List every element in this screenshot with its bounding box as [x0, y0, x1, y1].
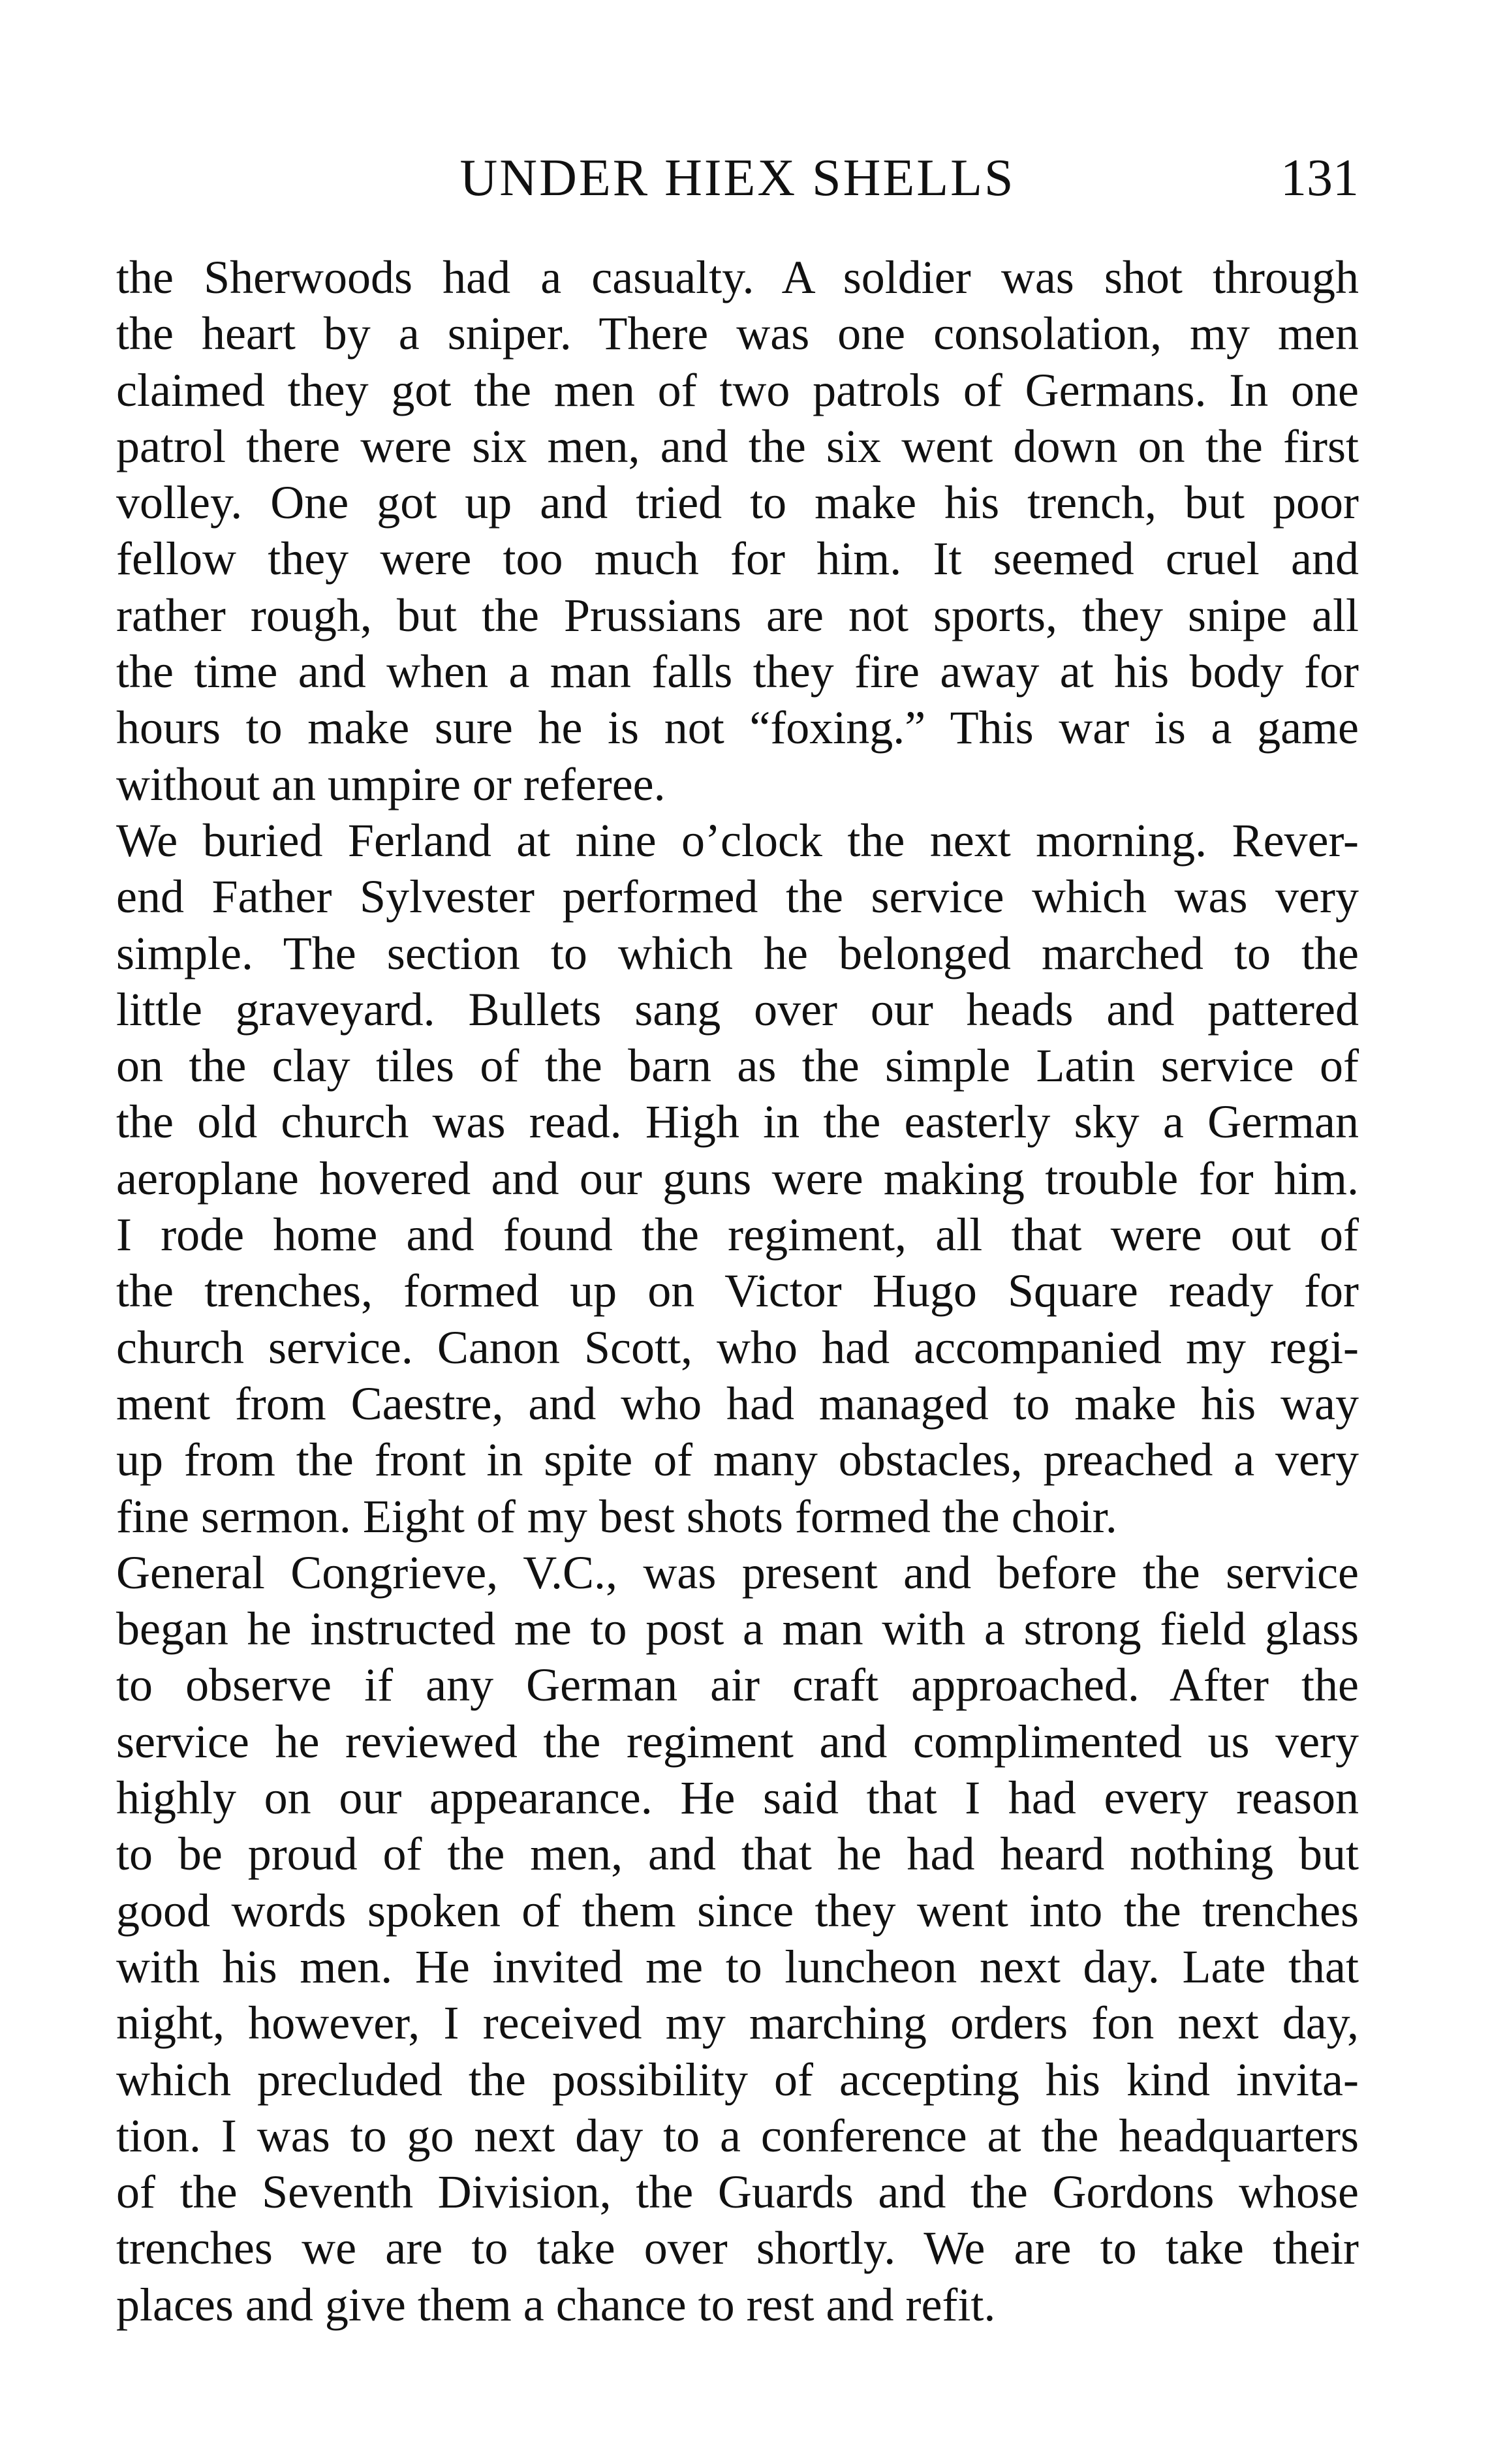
text-line: service he reviewed the regiment and complimented us very — [116, 1715, 1359, 1768]
text-line: simple. The section to which he belonged marched to the — [116, 927, 1359, 979]
text-line: claimed they got the men of two patrols of Germans. In one — [116, 363, 1359, 416]
text-line: tion. I was to go next day to a conference at the headquarters — [116, 2109, 1359, 2162]
text-line: which precluded the possibility of accepting his kind invita- — [116, 2053, 1359, 2106]
text-line: fellow they were too much for him. It seemed cruel and — [116, 532, 1359, 585]
text-line: We buried Ferland at nine o’clock the next morning. Rever- — [116, 814, 1359, 867]
text-line: began he instructed me to post a man with a strong field glass — [116, 1603, 1359, 1656]
paragraph-3 — [116, 1207, 1359, 1545]
text-line: to be proud of the men, and that he had heard nothing but — [116, 1828, 1359, 1881]
text-line: without an umpire or referee. — [116, 758, 666, 810]
text-line: of the Seventh Division, the Guards and the Gordons whose — [116, 2166, 1359, 2219]
text-line: ment from Caestre, and who had managed to make his way — [116, 1377, 1359, 1430]
text-line: good words spoken of them since they went into the trenches — [116, 1884, 1359, 1937]
text-line: night, however, I received my marching orders fon next day, — [116, 1997, 1359, 2050]
text-line: on the clay tiles of the barn as the simple Latin service of — [116, 1040, 1359, 1092]
text-line: to observe if any German air craft approached. After the — [116, 1659, 1359, 1712]
running-header — [116, 142, 1359, 214]
text-line: with his men. He invited me to luncheon next day. Late that — [116, 1940, 1359, 1993]
body-text — [116, 249, 1359, 2333]
text-line: places and give them a chance to rest and refit. — [116, 2278, 996, 2331]
text-line: trenches we are to take over shortly. We are to take their — [116, 2222, 1359, 2275]
text-line: aeroplane hovered and our guns were making trouble for him. — [116, 1152, 1359, 1205]
text-line: fine sermon. Eight of my best shots formed the choir. — [116, 1490, 1117, 1543]
text-line: end Father Sylvester performed the service which was very — [116, 870, 1359, 923]
text-line: patrol there were six men, and the six went down on the first — [116, 420, 1359, 472]
text-line: rather rough, but the Prussians are not sports, they snipe all — [116, 589, 1359, 641]
text-line: little graveyard. Bullets sang over our heads and pattered — [116, 983, 1359, 1036]
text-line: hours to make sure he is not “foxing.” This war is a game — [116, 701, 1359, 754]
paragraph-2 — [116, 812, 1359, 1207]
paragraph-4 — [116, 1545, 1359, 2333]
page-number: 131 — [1280, 149, 1359, 207]
text-line: the time and when a man falls they fire away at his body for — [116, 645, 1359, 698]
text-line: up from the front in spite of many obstacles, preached a very — [116, 1434, 1359, 1486]
text-line: the old church was read. High in the easterly sky a German — [116, 1096, 1359, 1148]
running-title: UNDER HIEX SHELLS — [459, 149, 1016, 207]
text-line: church service. Canon Scott, who had accompanied my regi- — [116, 1321, 1359, 1374]
paragraph-1 — [116, 249, 1359, 812]
text-line: highly on our appearance. He said that I had every reason — [116, 1772, 1359, 1825]
text-line: volley. One got up and tried to make his trench, but poor — [116, 476, 1359, 529]
text-line: I rode home and found the regiment, all that were out of — [116, 1209, 1359, 1261]
text-line: the Sherwoods had a casualty. A soldier was shot through — [116, 251, 1359, 303]
text-line: General Congrieve, V.C., was present and before the service — [116, 1546, 1359, 1599]
text-line: the trenches, formed up on Victor Hugo Square ready for — [116, 1265, 1359, 1317]
text-line: the heart by a sniper. There was one consolation, my men — [116, 307, 1359, 360]
